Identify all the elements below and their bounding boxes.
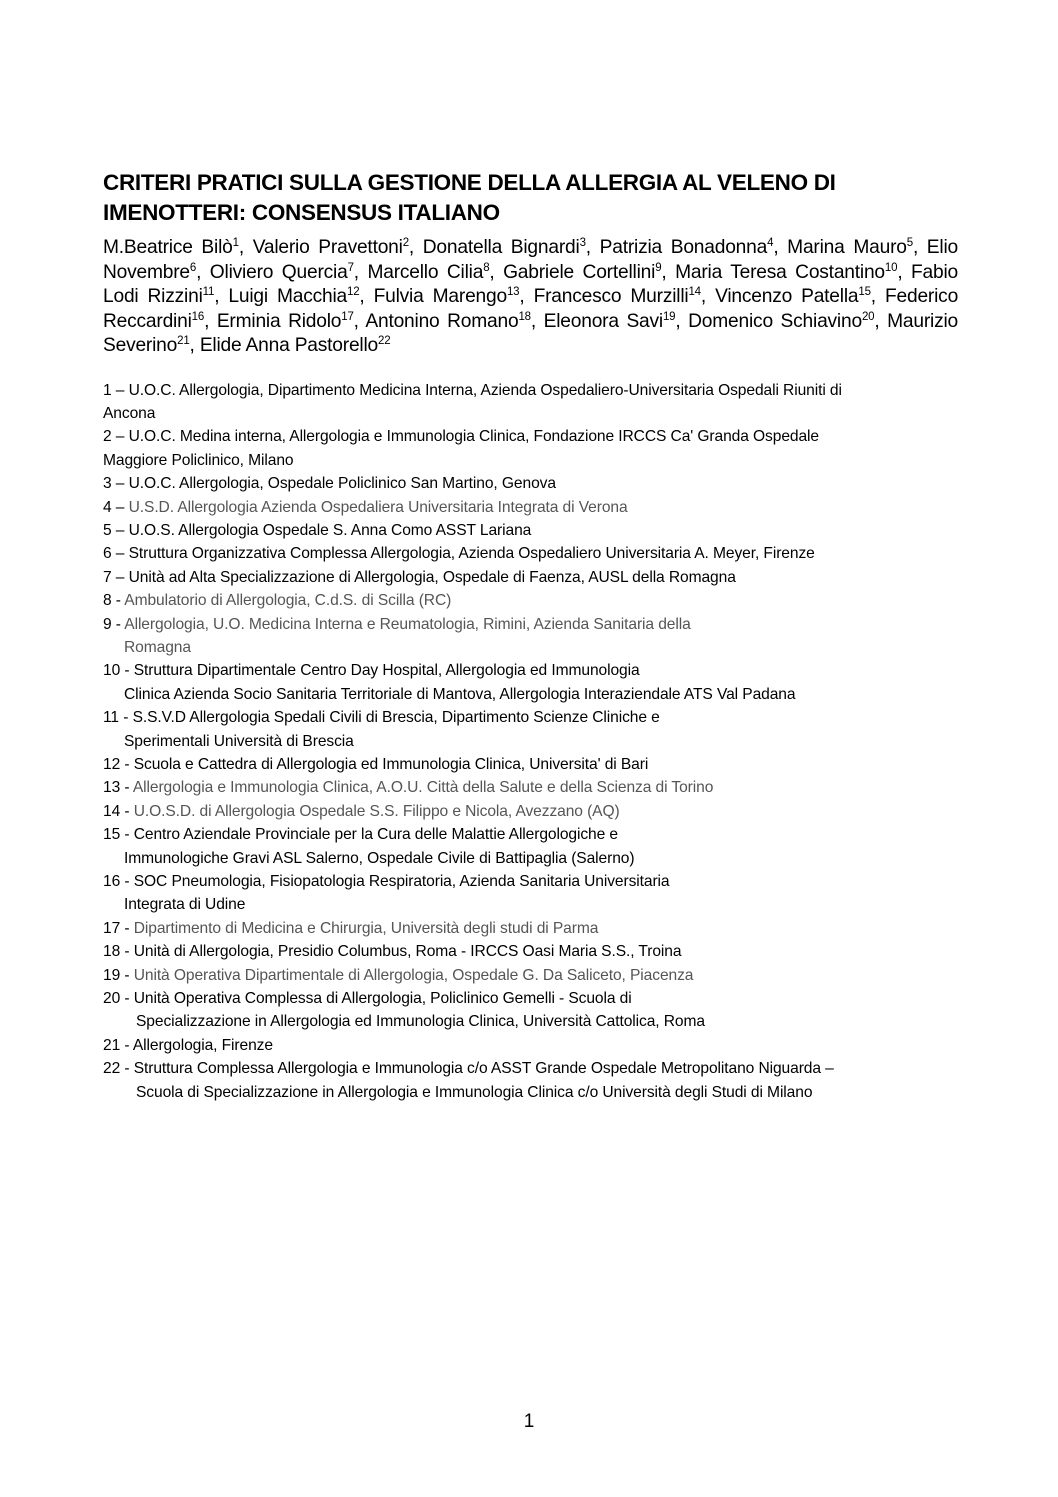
author-affiliation-ref: 14 <box>688 286 701 298</box>
author-name: Valerio Pravettoni <box>252 237 403 258</box>
affiliation-text-continued: Integrata di Udine <box>124 896 246 914</box>
affiliation-text: Allergologia e Immunologia Clinica, A.O.U. Città della Salute e della Scienza di Torino <box>132 779 714 797</box>
author-name: Antonino Romano <box>365 310 519 332</box>
author-name: Gabriele Cortellini <box>503 261 656 283</box>
author-name: Marcello Cilia <box>367 261 484 283</box>
page-number: 1 <box>523 1411 535 1432</box>
author-affiliation-ref: 15 <box>858 286 871 298</box>
affiliation-list <box>103 379 958 1105</box>
affiliation-text-continued: Maggiore Policlinico, Milano <box>103 451 294 469</box>
author-name: Elio Novembre <box>103 237 958 283</box>
affiliation-number: 22 - <box>103 1060 130 1078</box>
affiliation-item <box>103 753 958 776</box>
author-name: Oliviero Quercia <box>209 261 348 283</box>
affiliation-number: 15 - <box>103 826 130 844</box>
author-affiliation-ref: 4 <box>767 237 774 249</box>
affiliation-number: 10 - <box>103 662 130 680</box>
affiliation-text: Dipartimento di Medicina e Chirurgia, Università degli studi di Parma <box>133 919 599 937</box>
affiliation-number: 21 - <box>103 1036 130 1054</box>
author-affiliation-ref: 19 <box>662 310 676 323</box>
author-list: M.Beatrice Bilò$^1$, Valerio Pravettoni$^2$, Donatella Bignardi$^3$, Patrizia Bonadonna$^4$, Marina Mauro$^5$, Elio Novembre$^6$, Oliviero Quercia$^7$, Marcello Cilia$^8$, Gabriele Cortellini$^9$, Maria Teresa Costantino$^{10}$, Fabio Lodi Rizzini$^{11}$, Luigi Macchia$^{12}$, Fulvia Marengo$^{13}$, Francesco Murzilli$^{14}$, Vincenzo Patella$^{15}$, Federico Reccardini$^{16}$, Erminia Ridolo$^{17}$, Antonino Romano$^{18}$, Eleonora Savi$^{19}$, Domenico Schiavino$^{20}$, Maurizio Severino$^{21}$, Elide Anna Pastorello$^{22}$ <box>103 237 959 356</box>
author-name: Luigi Macchia <box>228 286 348 307</box>
affiliation-item <box>103 706 958 753</box>
author-name: Vincenzo Patella <box>715 286 859 307</box>
author-affiliation-ref: 16 <box>191 310 205 323</box>
affiliation-number: 9 - <box>103 615 121 633</box>
author-affiliation-ref: 13 <box>506 286 520 298</box>
affiliation-item <box>103 613 958 660</box>
author-name: Francesco Murzilli <box>533 286 689 307</box>
author-affiliation-ref: 21 <box>177 335 190 347</box>
author-affiliation-ref: 2 <box>402 237 409 249</box>
affiliation-number: 14 - <box>103 802 130 820</box>
affiliation-item <box>103 519 958 542</box>
affiliation-text: Unità Operativa Dipartimentale di Allergologia, Ospedale G. Da Saliceto, Piacenza <box>133 966 694 984</box>
affiliation-number: 5 – <box>103 521 125 539</box>
affiliation-number: 12 - <box>103 756 130 773</box>
front-matter <box>103 168 958 1104</box>
affiliation-number: 19 - <box>103 966 130 984</box>
author-affiliation-ref: 18 <box>518 310 531 323</box>
author-affiliation-ref: 10 <box>884 261 898 274</box>
affiliation-item <box>103 940 958 963</box>
affiliation-text: Ambulatorio di Allergologia, C.d.S. di Scilla (RC) <box>124 592 452 610</box>
affiliation-item <box>103 659 958 706</box>
affiliation-text-continued: Immunologiche Gravi ASL Salerno, Ospedale Civile di Battipaglia (Salerno) <box>124 849 635 867</box>
affiliation-text: Struttura Dipartimentale Centro Day Hospital, Allergologia ed Immunologia <box>133 662 640 680</box>
affiliation-number: 20 - <box>103 990 130 1008</box>
affiliation-text: Centro Aziendale Provinciale per la Cura delle Malattie Allergologiche e <box>133 826 619 844</box>
affiliation-item <box>103 870 958 917</box>
author-affiliation-ref: 9 <box>655 261 662 274</box>
author-affiliation-ref: 20 <box>861 310 875 323</box>
author-name: Maurizio Severino <box>103 310 958 356</box>
affiliation-item <box>103 425 958 472</box>
affiliation-text-continued: Romagna <box>124 638 191 656</box>
affiliation-item <box>103 823 958 870</box>
author-affiliation-ref: 11 <box>202 286 215 298</box>
affiliation-number: 17 - <box>103 919 130 937</box>
author-affiliation-ref: 3 <box>579 237 586 249</box>
author-affiliation-ref: 6 <box>189 261 197 274</box>
affiliation-text: Unità ad Alta Specializzazione di Allergologia, Ospedale di Faenza, AUSL della Romagna <box>128 568 736 586</box>
author-name: Maria Teresa Costantino <box>675 261 885 283</box>
author-name: Marina Mauro <box>787 237 907 258</box>
author-affiliation-ref: 17 <box>341 310 354 323</box>
author-affiliation-ref: 12 <box>347 286 360 298</box>
affiliation-text: U.O.C. Allergologia, Ospedale Policlinico San Martino, Genova <box>128 475 556 493</box>
affiliation-item <box>103 800 958 823</box>
affiliation-number: 11 - <box>103 709 129 727</box>
affiliation-text-continued: Sperimentali Università di Brescia <box>124 732 354 750</box>
affiliation-text: S.S.V.D Allergologia Spedali Civili di Brescia, Dipartimento Scienze Cliniche e <box>132 709 660 727</box>
affiliation-item <box>103 917 958 940</box>
author-affiliation-ref: 5 <box>906 237 913 249</box>
affiliation-number: 2 – <box>103 428 125 446</box>
affiliation-text: Allergologia, U.O. Medicina Interna e Reumatologia, Rimini, Azienda Sanitaria della <box>124 615 691 633</box>
author-name: Patrizia Bonadonna <box>599 237 768 258</box>
affiliation-text: Scuola e Cattedra di Allergologia ed Immunologia Clinica, Universita' di Bari <box>133 756 649 773</box>
affiliation-text: U.O.S. Allergologia Ospedale S. Anna Como ASST Lariana <box>128 521 532 539</box>
affiliation-text: U.O.C. Medina interna, Allergologia e Immunologia Clinica, Fondazione IRCCS Ca' Granda Ospedale <box>128 428 819 446</box>
affiliation-item <box>103 964 958 987</box>
affiliation-number: 13 - <box>103 779 130 797</box>
affiliation-text: U.O.S.D. di Allergologia Ospedale S.S. Filippo e Nicola, Avezzano (AQ) <box>133 802 620 820</box>
affiliation-item <box>103 987 958 1034</box>
author-affiliation-ref: 8 <box>483 261 490 274</box>
author-affiliation-ref: 1 <box>232 237 239 249</box>
affiliation-number: 8 - <box>103 592 121 610</box>
affiliation-text: Unità di Allergologia, Presidio Columbus, Roma - IRCCS Oasi Maria S.S., Troina <box>133 943 682 961</box>
author-name: Elide Anna Pastorello <box>199 335 379 356</box>
affiliation-text: SOC Pneumologia, Fisiopatologia Respiratoria, Azienda Sanitaria Universitaria <box>133 873 670 891</box>
affiliation-item <box>103 1057 958 1104</box>
affiliation-number: 7 – <box>103 568 125 586</box>
author-name: M.Beatrice Bilò <box>103 237 233 258</box>
author-name: Donatella Bignardi <box>422 237 580 258</box>
affiliation-text: Allergologia, Firenze <box>132 1036 273 1054</box>
affiliation-text: Unità Operativa Complessa di Allergologia, Policlinico Gemelli - Scuola di <box>133 990 632 1008</box>
affiliation-text-continued: Specializzazione in Allergologia ed Immunologia Clinica, Università Cattolica, Roma <box>136 1013 705 1031</box>
affiliation-number: 6 – <box>103 545 125 563</box>
paper-title: CRITERI PRATICI SULLA GESTIONE DELLA ALLERGIA AL VELENO DI IMENOTTERI: CONSENSUS ITALIANO <box>103 170 836 225</box>
affiliation-number: 4 – <box>103 498 125 516</box>
affiliation-item <box>103 472 958 495</box>
affiliation-text: Struttura Organizzativa Complessa Allergologia, Azienda Ospedaliero Universitaria A. Meyer, Firenze <box>128 545 815 563</box>
author-affiliation-ref: 22 <box>378 335 391 347</box>
affiliation-text: U.O.C. Allergologia, Dipartimento Medicina Interna, Azienda Ospedaliero-Universitaria Ospedali Riuniti di <box>128 381 842 399</box>
author-name: Fulvia Marengo <box>373 286 507 307</box>
affiliation-item <box>103 1034 958 1057</box>
author-name: Erminia Ridolo <box>216 310 342 332</box>
affiliation-text: U.S.D. Allergologia Azienda Ospedaliera Universitaria Integrata di Verona <box>128 498 628 516</box>
author-affiliation-ref: 7 <box>347 261 354 274</box>
affiliation-text-continued: Scuola di Specializzazione in Allergologia e Immunologia Clinica c/o Università degli Studi di Milano <box>136 1083 813 1101</box>
affiliation-item <box>103 566 958 589</box>
affiliation-text-continued: Clinica Azienda Socio Sanitaria Territoriale di Mantova, Allergologia Interaziendale ATS Val Padana <box>124 685 796 703</box>
affiliation-number: 18 - <box>103 943 130 961</box>
affiliation-number: 16 - <box>103 873 130 891</box>
affiliation-item <box>103 542 958 565</box>
affiliation-text-continued: Ancona <box>103 404 156 422</box>
affiliation-item <box>103 379 958 426</box>
affiliation-number: 3 – <box>103 475 125 493</box>
author-name: Fabio Lodi Rizzini <box>103 261 958 307</box>
author-name: Federico Reccardini <box>103 286 959 332</box>
affiliation-item <box>103 589 958 612</box>
affiliation-number: 1 – <box>103 381 125 399</box>
author-name: Eleonora Savi <box>543 310 663 332</box>
affiliation-item <box>103 496 958 519</box>
affiliation-item <box>103 776 958 799</box>
affiliation-text: Struttura Complessa Allergologia e Immunologia c/o ASST Grande Ospedale Metropolitano Niguarda – <box>133 1060 834 1078</box>
author-name: Domenico Schiavino <box>688 310 862 332</box>
